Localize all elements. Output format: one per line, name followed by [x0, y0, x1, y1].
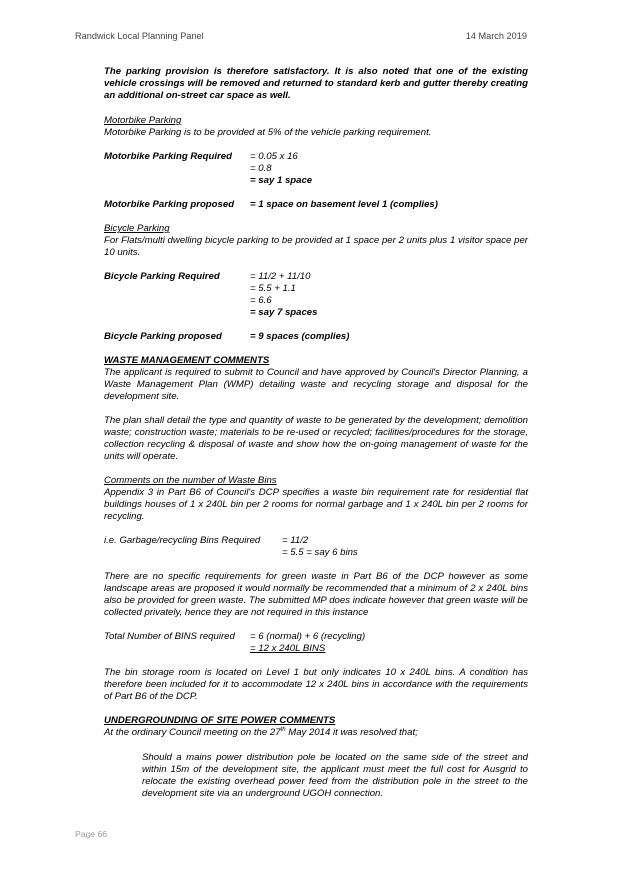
bicycle-text: For Flats/multi dwelling bicycle parking to be provided at 1 space per 2 units plus 1 visitor space per 10 units. [104, 235, 528, 258]
page-header-left: Randwick Local Planning Panel [75, 31, 204, 41]
motorbike-heading: Motorbike Parking [104, 115, 182, 126]
motorbike-required-calc [104, 151, 528, 187]
bicycle-proposed-row [104, 331, 528, 343]
power-intro-text-end: May 2014 it was resolved that; [285, 727, 418, 738]
calc-result: = 12 x 240L BINS [250, 643, 326, 654]
total-bins-calc [104, 631, 528, 655]
bicycle-heading: Bicycle Parking [104, 223, 170, 234]
calc-line: = 11/2 [282, 535, 309, 546]
waste-bins-heading: Comments on the number of Waste Bins [104, 475, 277, 486]
waste-heading: WASTE MANAGEMENT COMMENTS [104, 355, 270, 366]
bin-storage-paragraph: The bin storage room is located on Level 1 but only indicates 10 x 240L bins. A condition has therefore been included for it to accommodate 12 x 240L bins in accordance with the requirements of Part B6 of the DCP. [104, 667, 528, 702]
motorbike-required-label: Motorbike Parking Required [104, 151, 232, 162]
calc-result: = say 7 spaces [250, 307, 318, 318]
calc-line: = 0.8 [250, 163, 272, 174]
parking-summary-paragraph: The parking provision is therefore satisfactory. It is also noted that one of the existing vehicle crossings will be removed and returned to standard kerb and gutter thereby creating an additional on-street car space as well. [104, 66, 528, 101]
green-waste-paragraph: There are no specific requirements for green waste in Part B6 of the DCP however as some landscape areas are proposed it would normally be recommended that a minimum of 2 x 240L bins also be provided for green waste. The submitted MP does indicate however that green waste will be collected privately, hence they are not required in this instance [104, 571, 528, 618]
calc-line: = 5.5 + 1.1 [250, 283, 296, 294]
calc-line: = 6 (normal) + 6 (recycling) [250, 631, 366, 642]
page-number: Page 66 [75, 829, 108, 839]
bins-required-calc [104, 535, 528, 547]
calc-result: = say 1 space [250, 175, 313, 186]
waste-paragraph-1: The applicant is required to submit to Council and have approved by Council's Director Planning, a Waste Management Plan (WMP) detailing waste and recycling storage and disposal for the development site. [104, 367, 528, 402]
power-intro-text: At the ordinary Council meeting on the 27 [104, 727, 281, 738]
ordinal-suffix: th [280, 726, 286, 733]
document-body [104, 66, 528, 800]
page-header-date: 14 March 2019 [465, 31, 527, 41]
waste-paragraph-2: The plan shall detail the type and quantity of waste to be generated by the development; demolition waste; construction waste; materials to be re-used or recycled; facilities/procedures for the storage, collection recycling & disposal of waste and show how the on-going management of waste for the units will operate. [104, 415, 528, 462]
bicycle-proposed-value: = 9 spaces (complies) [250, 331, 350, 342]
motorbike-proposed-value: = 1 space on basement level 1 (complies) [250, 199, 438, 210]
calc-line: = 6.6 [250, 295, 272, 306]
calc-line: = 11/2 + 11/10 [250, 271, 311, 282]
bins-required-label: i.e. Garbage/recycling Bins Required [104, 535, 261, 546]
calc-line: = 0.05 x 16 [250, 151, 298, 162]
motorbike-text: Motorbike Parking is to be provided at 5% of the vehicle parking requirement. [104, 127, 432, 138]
bicycle-required-calc [104, 271, 528, 319]
motorbike-proposed-row [104, 199, 528, 211]
bicycle-proposed-label: Bicycle Parking proposed [104, 331, 222, 342]
bicycle-required-label: Bicycle Parking Required [104, 271, 220, 282]
waste-bins-text: Appendix 3 in Part B6 of Council's DCP specifies a waste bin requirement rate for residential flat buildings houses of 1 x 240L bin per 2 rooms for normal garbage and 1 x 240L bin per 2 rooms for recycling. [104, 487, 528, 522]
power-intro [104, 727, 528, 739]
total-bins-label: Total Number of BINS required [104, 631, 235, 642]
power-heading: UNDERGROUNDING OF SITE POWER COMMENTS [104, 715, 336, 726]
motorbike-proposed-label: Motorbike Parking proposed [104, 199, 235, 210]
council-resolution-quote: Should a mains power distribution pole be located on the same side of the street and within 15m of the development site, the applicant must meet the full cost for Ausgrid to relocate the existing overhead power feed from the distribution pole in the street to the development site via an underground UGOH connection. [142, 752, 528, 799]
calc-result: = 5.5 = say 6 bins [282, 547, 358, 558]
